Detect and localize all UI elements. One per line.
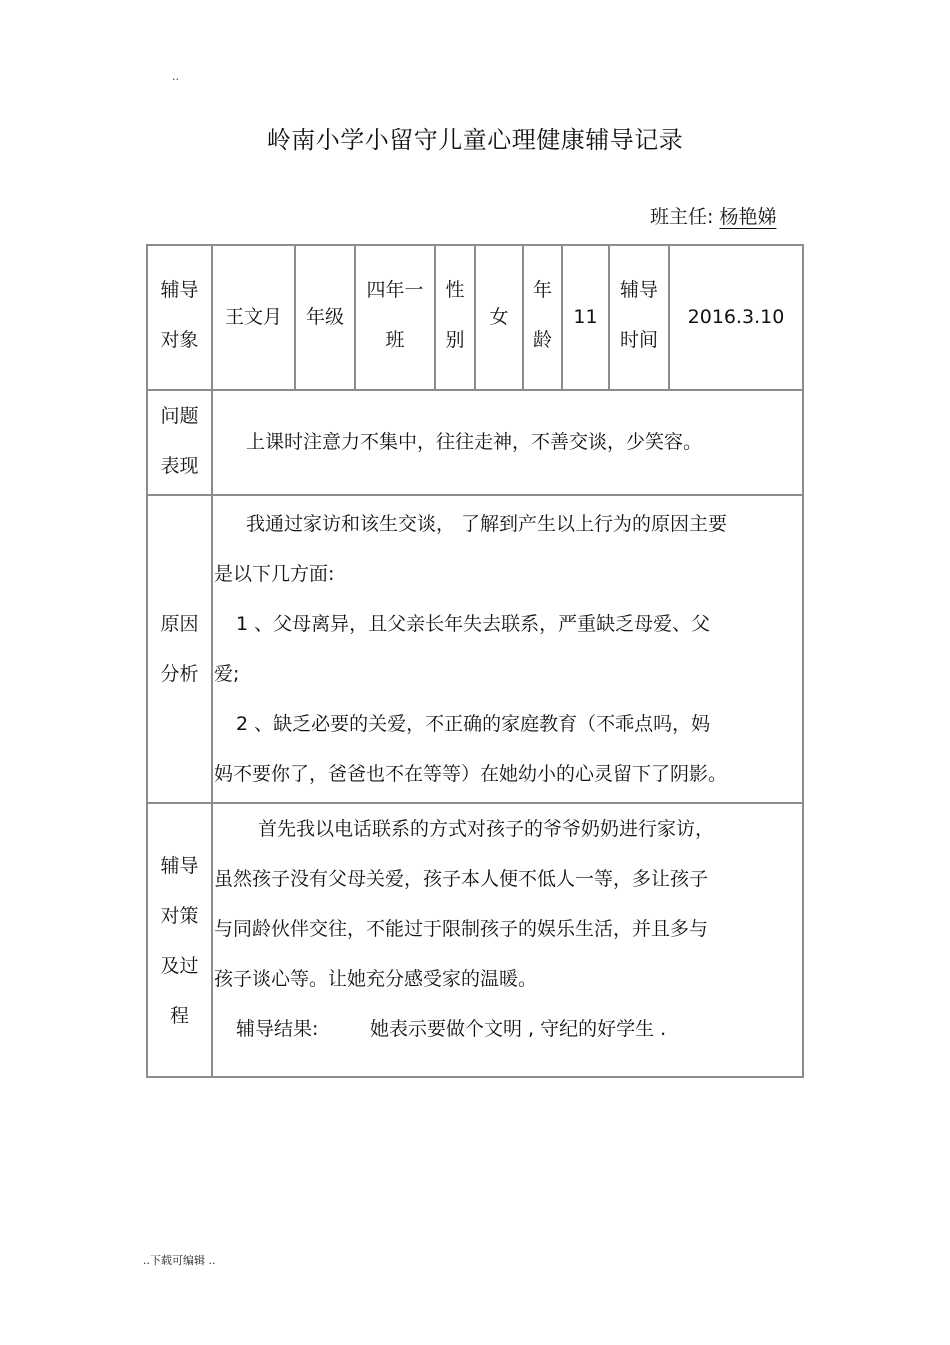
grade-label: 年级 bbox=[305, 306, 344, 328]
target-label-line1: 辅导 bbox=[160, 279, 199, 301]
age-label-line2: 龄 bbox=[532, 329, 552, 351]
gender-label-line2: 别 bbox=[445, 329, 465, 351]
cause-line-2: 是以下几方面: bbox=[214, 563, 335, 585]
page-footer: ..下载可编辑 .. bbox=[143, 1254, 216, 1267]
cause-line-5: 2 、缺乏必要的关爱，不正确的家庭教育（不乖点吗，妈 bbox=[236, 713, 711, 735]
cause-label-line1: 原因 bbox=[160, 613, 199, 635]
gender-label-line1: 性 bbox=[445, 279, 465, 301]
col-divider bbox=[522, 244, 524, 391]
cause-line-4: 爱; bbox=[214, 663, 240, 685]
problem-label-line1: 问题 bbox=[160, 405, 199, 427]
top-dots: .. bbox=[172, 70, 179, 83]
counsel-label-line3: 及过 bbox=[160, 955, 199, 977]
table-border-bottom bbox=[146, 1076, 804, 1078]
counsel-label-line2: 对策 bbox=[160, 905, 199, 927]
target-label-line2: 对象 bbox=[160, 329, 199, 351]
counsel-result-text: 她表示要做个文明 , 守纪的好学生 . bbox=[370, 1018, 667, 1040]
grade-value-line2: 班 bbox=[385, 329, 405, 351]
counsel-line-4: 孩子谈心等。让她充分感受家的温暖。 bbox=[214, 968, 538, 990]
age-value: 11 bbox=[573, 306, 598, 328]
counsel-label-line4: 程 bbox=[169, 1005, 189, 1027]
counsel-line-3: 与同龄伙伴交往，不能过于限制孩子的娱乐生活，并且多与 bbox=[214, 918, 709, 940]
row-divider-2 bbox=[146, 494, 804, 496]
cause-label-line2: 分析 bbox=[160, 663, 199, 685]
counsel-line-1: 首先我以电话联系的方式对孩子的爷爷奶奶进行家访， bbox=[258, 818, 715, 840]
problem-label-line2: 表现 bbox=[160, 455, 199, 477]
grade-value-line1: 四年一 bbox=[366, 279, 424, 301]
age-label-line1: 年 bbox=[532, 279, 552, 301]
col-divider bbox=[354, 244, 356, 391]
table-border-left bbox=[146, 244, 148, 1078]
cause-line-3: 1 、父母离异，且父亲长年失去联系，严重缺乏母爱、父 bbox=[236, 613, 711, 635]
cause-line-1: 我通过家访和该生交谈， 了解到产生以上行为的原因主要 bbox=[246, 513, 728, 535]
col-divider bbox=[608, 244, 610, 391]
table-border-right bbox=[802, 244, 804, 1078]
gender-value: 女 bbox=[489, 306, 509, 328]
counsel-line-2: 虽然孩子没有父母关爱，孩子本人便不低人一等，多让孩子 bbox=[214, 868, 709, 890]
problem-text: 上课时注意力不集中，往往走神，不善交谈，少笑容。 bbox=[246, 431, 703, 453]
counsel-date: 2016.3.10 bbox=[687, 306, 785, 328]
counsel-label-line1: 辅导 bbox=[160, 855, 199, 877]
page-title: 岭南小学小留守儿童心理健康辅导记录 bbox=[266, 126, 684, 154]
cause-line-6: 妈不要你了，爸爸也不在等等）在她幼小的心灵留下了阴影。 bbox=[214, 763, 728, 785]
time-label-line2: 时间 bbox=[619, 329, 658, 351]
counsel-result-label: 辅导结果: bbox=[236, 1018, 319, 1040]
label-column-divider bbox=[211, 244, 213, 1078]
student-name: 王文月 bbox=[224, 306, 282, 328]
teacher-name: 杨艳娣 bbox=[719, 206, 777, 228]
teacher-label: 班主任: bbox=[650, 206, 714, 228]
col-divider bbox=[434, 244, 436, 391]
time-label-line1: 辅导 bbox=[619, 279, 658, 301]
